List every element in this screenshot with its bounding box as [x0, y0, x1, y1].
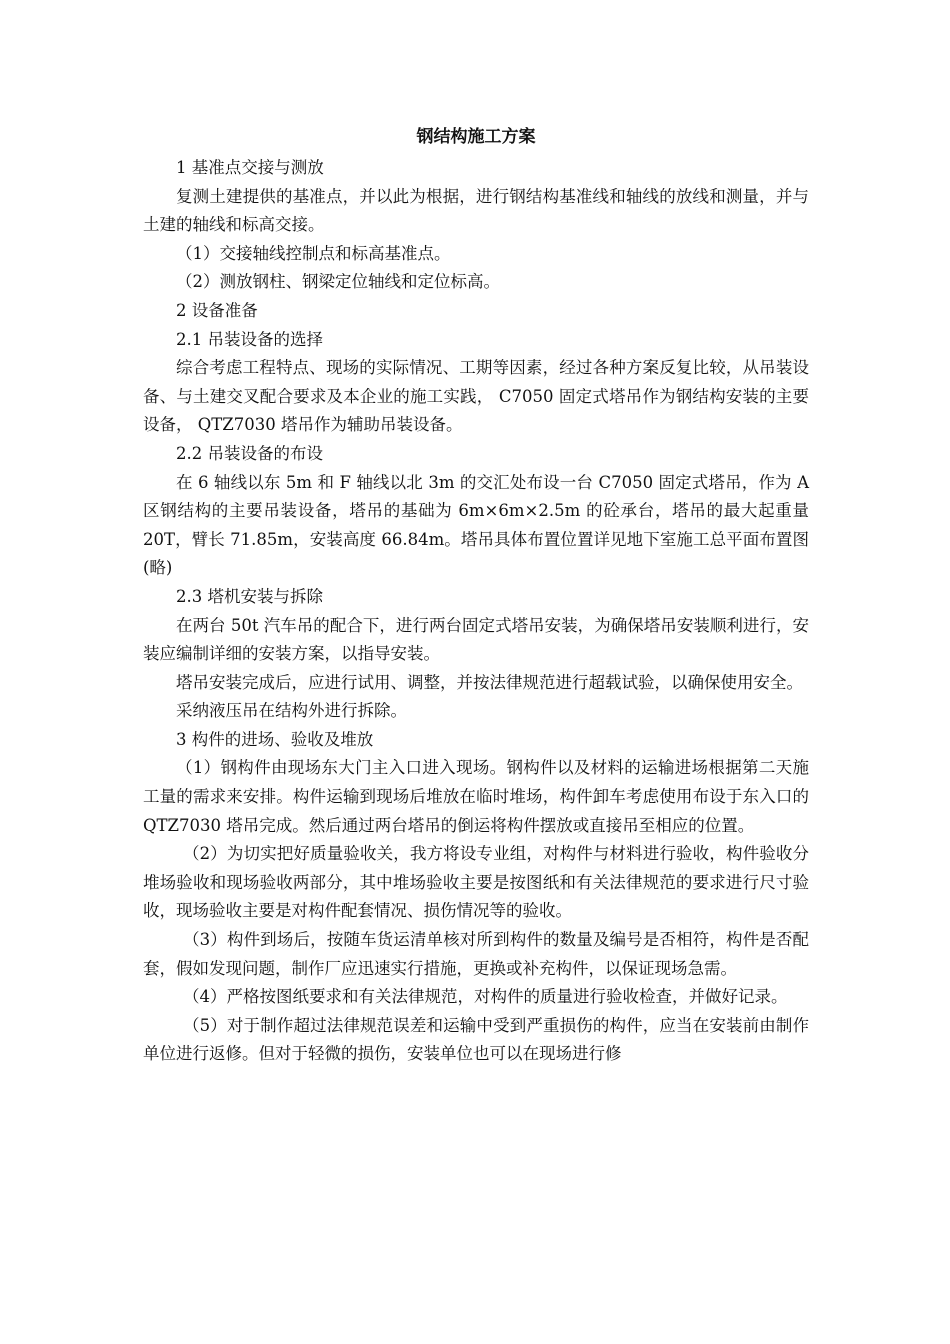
list-item: （4）严格按图纸要求和有关法律规范，对构件的质量进行验收检查，并做好记录。 [183, 987, 788, 1007]
section-heading: 1 基准点交接与测放 [176, 158, 324, 177]
body-paragraph: 采纳液压吊在结构外进行拆除。 [176, 701, 407, 721]
body-paragraph: 在 6 轴线以东 5m 和 F 轴线以北 3m 的交汇处布设一台 C7050 固定式塔吊，作为 A 区钢结构的主要吊装设备，塔吊的基础为 6m×6m×2.5m 的砼承台，塔吊的最大起重量 20T，臂长 71.85m，安装高度 66.84m。塔吊具体布置位置详见地下室施工总平面布置图(略) [143, 472, 809, 578]
document-title: 钢结构施工方案 [416, 127, 536, 147]
subsection-heading: 2.3 塔机安装与拆除 [176, 586, 323, 606]
list-item: （2）测放钢柱、钢梁定位轴线和定位标高。 [176, 272, 500, 292]
body-paragraph: 综合考虑工程特点、现场的实际情况、工期等因素，经过各种方案反复比较，从吊装设备、与土建交叉配合要求及本企业的施工实践， C7050 固定式塔吊作为钢结构安装的主要设备， QTZ7030 塔吊作为辅助吊装设备。 [143, 358, 809, 435]
document-page [143, 120, 809, 1069]
list-item: （2）为切实把好质量验收关，我方将设专业组，对构件与材料进行验收，构件验收分堆场验收和现场验收两部分，其中堆场验收主要是按图纸和有关法律规范的要求进行尺寸验收，现场验收主要是对构件配套情况、损伤情况等的验收。 [143, 844, 809, 921]
subsection-heading: 2.1 吊装设备的选择 [176, 329, 323, 349]
list-item: （1）钢构件由现场东大门主入口进入现场。钢构件以及材料的运输进场根据第二天施工量的需求来安排。构件运输到现场后堆放在临时堆场，构件卸车考虑使用布设于东入口的 QTZ7030 塔吊完成。然后通过两台塔吊的倒运将构件摆放或直接吊至相应的位置。 [143, 758, 809, 835]
list-item: （1）交接轴线控制点和标高基准点。 [176, 243, 451, 263]
list-item: （5）对于制作超过法律规范误差和运输中受到严重损伤的构件，应当在安装前由制作单位进行返修。但对于轻微的损伤，安装单位也可以在现场进行修 [143, 1015, 809, 1064]
body-paragraph: 塔吊安装完成后，应进行试用、调整，并按法律规范进行超载试验，以确保使用安全。 [176, 672, 803, 692]
body-paragraph: 复测土建提供的基准点，并以此为根据，进行钢结构基准线和轴线的放线和测量，并与土建的轴线和标高交接。 [143, 186, 809, 235]
section-heading: 2 设备准备 [176, 300, 258, 320]
list-item: （3）构件到场后，按随车货运清单核对所到构件的数量及编号是否相符，构件是否配套，假如发现问题，制作厂应迅速实行措施，更换或补充构件，以保证现场急需。 [143, 930, 809, 978]
body-paragraph: 在两台 50t 汽车吊的配合下，进行两台固定式塔吊安装，为确保塔吊安装顺利进行，安装应编制详细的安装方案，以指导安装。 [143, 615, 809, 664]
subsection-heading: 2.2 吊装设备的布设 [176, 443, 323, 463]
section-heading: 3 构件的进场、验收及堆放 [176, 729, 374, 749]
